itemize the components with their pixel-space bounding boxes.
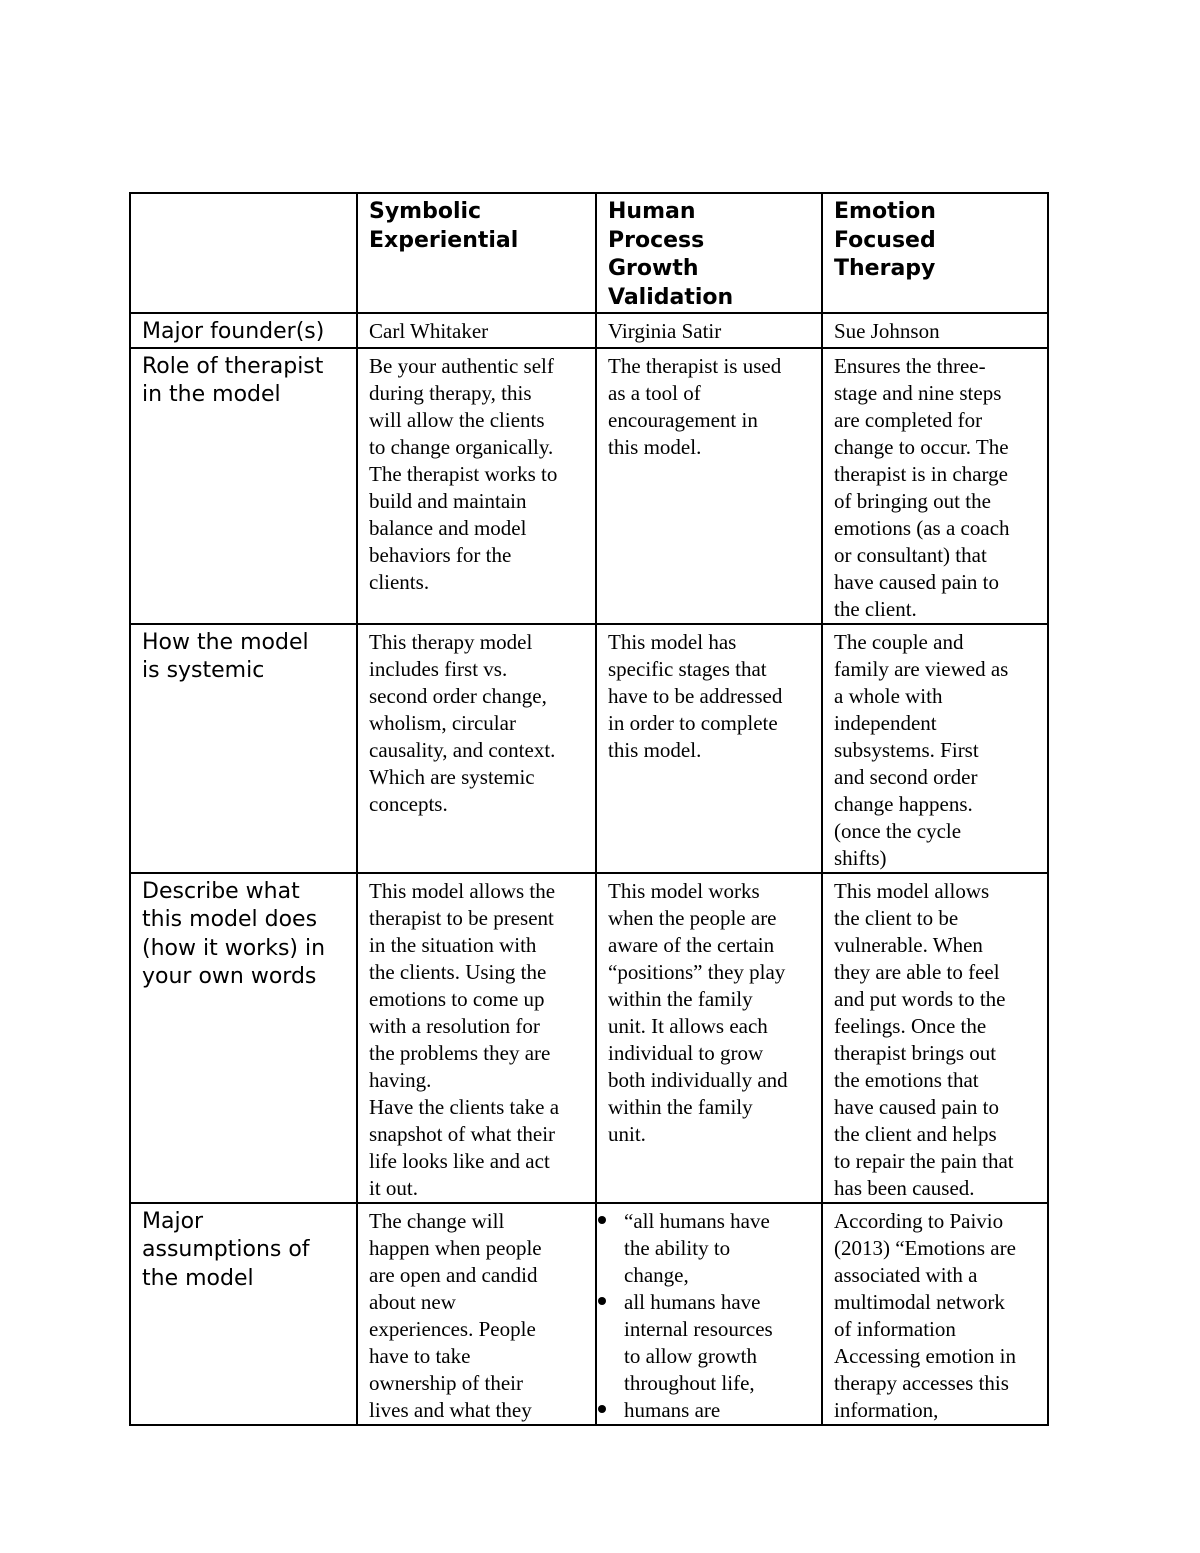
cell-human-process: This model has specific stages that have to be addressed in order to complete this model. bbox=[596, 624, 822, 873]
cell-emotion-focused: This model allows the client to be vulnerable. When they are able to feel and put words to the feelings. Once the therapist brings out the emotions that have caused pain to the client and helps to repair the pain that has been caused. bbox=[822, 873, 1048, 1203]
cell-symbolic-experiential: Be your authentic self during therapy, this will allow the clients to change organically. The therapist works to build and maintain balance and model behaviors for the clients. bbox=[357, 348, 596, 624]
row-label: Major assumptions of the model bbox=[130, 1203, 357, 1425]
cell-human-process: Virginia Satir bbox=[596, 313, 822, 348]
cell-symbolic-experiential: This model allows the therapist to be present in the situation with the clients. Using the emotions to come up with a resolution for the problems they are having. Have the clients take a snapshot of what their life looks like and act it out. bbox=[357, 873, 596, 1203]
table-header-row bbox=[130, 193, 1048, 313]
header-symbolic-experiential: Symbolic Experiential bbox=[357, 193, 596, 313]
cell-symbolic-experiential: Carl Whitaker bbox=[357, 313, 596, 348]
bullet-item: humans are bbox=[598, 1397, 813, 1424]
row-label: Role of therapist in the model bbox=[130, 348, 357, 624]
bullet-item: “all humans have the ability to change, bbox=[598, 1208, 813, 1289]
cell-emotion-focused: The couple and family are viewed as a whole with independent subsystems. First and second order change happens. (once the cycle shifts) bbox=[822, 624, 1048, 873]
header-emotion-focused: Emotion Focused Therapy bbox=[822, 193, 1048, 313]
row-major-assumptions bbox=[130, 1203, 1048, 1425]
bullet-dot-icon bbox=[598, 1297, 606, 1305]
comparison-table bbox=[129, 192, 1049, 1426]
row-how-it-works bbox=[130, 873, 1048, 1203]
bullet-dot-icon bbox=[598, 1405, 606, 1413]
row-label: How the model is systemic bbox=[130, 624, 357, 873]
bullet-item: all humans have internal resources to allow growth throughout life, bbox=[598, 1289, 813, 1397]
row-founders bbox=[130, 313, 1048, 348]
assumptions-bullet-list bbox=[608, 1208, 813, 1424]
cell-symbolic-experiential: The change will happen when people are open and candid about new experiences. People have to take ownership of their lives and what they bbox=[357, 1203, 596, 1425]
cell-human-process bbox=[596, 1203, 822, 1425]
header-corner-cell bbox=[130, 193, 357, 313]
row-label: Major founder(s) bbox=[130, 313, 357, 348]
bullet-dot-icon bbox=[598, 1216, 606, 1224]
cell-human-process: This model works when the people are aware of the certain “positions” they play within the family unit. It allows each individual to grow both individually and within the family unit. bbox=[596, 873, 822, 1203]
cell-emotion-focused: Ensures the three- stage and nine steps are completed for change to occur. The therapist is in charge of bringing out the emotions (as a coach or consultant) that have caused pain to the client. bbox=[822, 348, 1048, 624]
cell-emotion-focused: Sue Johnson bbox=[822, 313, 1048, 348]
cell-emotion-focused: According to Paivio (2013) “Emotions are associated with a multimodal network of information Accessing emotion in therapy accesses this information, bbox=[822, 1203, 1048, 1425]
cell-human-process: The therapist is used as a tool of encouragement in this model. bbox=[596, 348, 822, 624]
header-human-process: Human Process Growth Validation bbox=[596, 193, 822, 313]
row-label: Describe what this model does (how it works) in your own words bbox=[130, 873, 357, 1203]
cell-symbolic-experiential: This therapy model includes first vs. second order change, wholism, circular causality, and context. Which are systemic concepts. bbox=[357, 624, 596, 873]
row-role-of-therapist bbox=[130, 348, 1048, 624]
row-how-systemic bbox=[130, 624, 1048, 873]
